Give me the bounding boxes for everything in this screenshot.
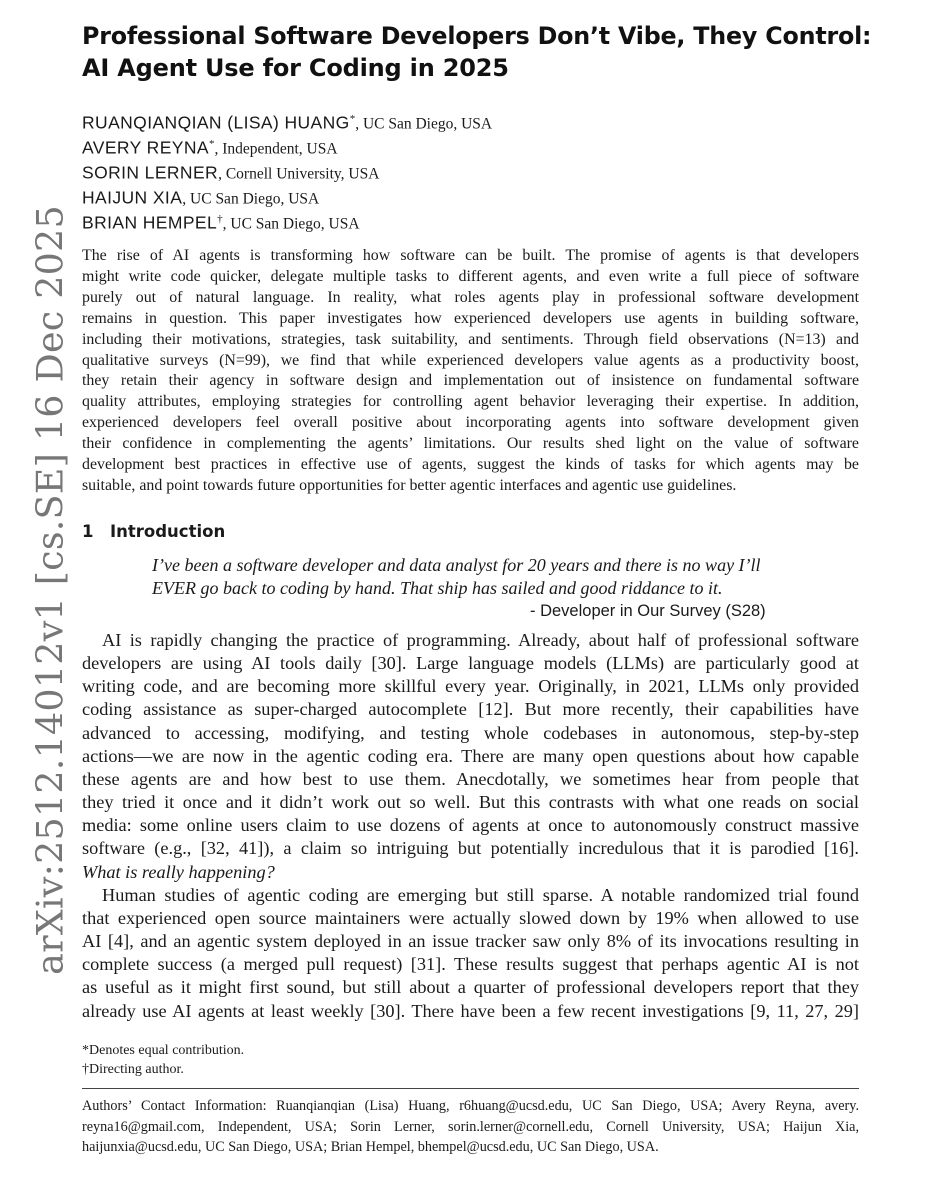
abstract-line: The rise of AI agents is transforming how software can be built. The promise of agents is that developers: [82, 247, 859, 264]
arxiv-sidebar-stamp: [20, 205, 80, 975]
body-line: they tried it once and it didn’t work out so well. But this contrasts with what one reads on social: [82, 792, 859, 813]
author-mark: †: [217, 213, 223, 225]
footnote-equal-contribution: *Denotes equal contribution.: [82, 1043, 245, 1058]
quote-line: EVER go back to coding by hand. That ship has sailed and good riddance to it.: [152, 578, 723, 598]
author-affiliation: , UC San Diego, USA: [355, 115, 493, 133]
author-affiliation: , UC San Diego, USA: [182, 190, 320, 208]
author-affiliation: , UC San Diego, USA: [222, 215, 360, 233]
footnote-directing-author: †Directing author.: [82, 1062, 184, 1077]
abstract-line: quality attributes, employing strategies for controlling agent behavior leveraging their expertise. In addition,: [82, 393, 859, 411]
author-name: SORIN LERNER: [82, 162, 219, 183]
body-line: AI [4], and an agentic system deployed in an issue tracker saw only 8% of its invocations resulting in: [82, 931, 859, 952]
abstract-line: experienced developers feel overall positive about incorporating agents into software development given: [82, 414, 859, 432]
author-entry: [82, 157, 492, 182]
body-line: actions—we are now in the agentic coding era. There are many open questions about how capable: [82, 745, 859, 766]
abstract-line: they retain their agency in software design and implementation out of insistence on fundamental software: [82, 372, 859, 390]
author-name: AVERY REYNA: [82, 137, 209, 158]
body-line: complete success (a merged pull request) [31]. These results suggest that perhaps agentic AI is not: [82, 954, 859, 975]
contact-line: haijunxia@ucsd.edu, UC San Diego, USA; Brian Hempel, bhempel@ucsd.edu, UC San Diego, USA.: [82, 1139, 659, 1155]
author-entry: [82, 107, 492, 132]
contact-line: Authors’ Contact Information: Ruanqianqian (Lisa) Huang, r6huang@ucsd.edu, UC San Diego, USA; Avery Reyna, avery.: [82, 1098, 859, 1114]
author-mark: *: [208, 138, 215, 150]
quote-line: I’ve been a software developer and data analyst for 20 years and there is no way I’ll: [152, 555, 761, 575]
author-name: BRIAN HEMPEL: [82, 212, 218, 233]
author-name: HAIJUN XIA: [82, 187, 183, 208]
author-affiliation: , Independent, USA: [214, 140, 338, 158]
body-line: advanced to accessing, modifying, and testing whole codebases in autonomous, step-by-step: [82, 722, 859, 743]
author-entry: [82, 207, 492, 232]
abstract-line: development best practices in effective use of agents, suggest the kinds of tasks for which agents may be: [82, 456, 859, 474]
body-line: that experienced open source maintainers were actually slowed down by 19% when allowed to use: [82, 907, 859, 928]
body-line: Human studies of agentic coding are emerging but still sparse. A notable randomized trial found: [102, 884, 859, 905]
author-list: [82, 107, 492, 232]
epigraph-quote: [152, 554, 761, 600]
section-number: 1: [82, 522, 94, 541]
abstract-line: remains in question. This paper investigates how experienced developers use agents in building software,: [82, 309, 859, 327]
body-line: these agents are and how best to use them. Anecdotally, we sometimes hear from people that: [82, 768, 859, 789]
abstract-line: their confidence in complementing the agents’ limitations. Our results shed light on the value of software: [82, 435, 859, 453]
contact-line: reyna16@gmail.com, Independent, USA; Sorin Lerner, sorin.lerner@cornell.edu, Cornell University, USA; Haijun Xia,: [82, 1118, 859, 1135]
body-line: writing code, and are becoming more skillful every year. Originally, in 2021, LLMs only provided: [82, 676, 859, 697]
body-line: What is really happening?: [82, 861, 275, 882]
author-entry: [82, 182, 492, 207]
title-line: AI Agent Use for Coding in 2025: [82, 54, 509, 82]
title-line: Professional Software Developers Don’t Vibe, They Control:: [82, 22, 872, 50]
body-line: already use AI agents at least weekly [30]. There have been a few recent investigations [9, 11, 27, 29]: [82, 1000, 859, 1021]
body-line: media: some online users claim to use dozens of agents at once to autonomously construct massive: [82, 815, 859, 836]
author-entry: [82, 132, 492, 157]
body-line: as useful as it might first sound, but still about a quarter of professional developers report that they: [82, 977, 859, 998]
author-affiliation: , Cornell University, USA: [218, 165, 380, 183]
arxiv-identifier: arXiv:2512.14012v1 [cs.SE] 16 Dec 2025: [28, 205, 72, 975]
body-line: AI is rapidly changing the practice of programming. Already, about half of professional software: [102, 630, 859, 650]
abstract: [82, 246, 859, 497]
abstract-line: including their motivations, strategies, task suitability, and sentiments. Through field observations (N=13) and: [82, 330, 859, 348]
section-title: Introduction: [110, 522, 226, 541]
contact-information: [82, 1096, 859, 1158]
body-line: software (e.g., [32, 41]), a claim so intriguing but potentially incredulous that it is parodied [16].: [82, 838, 859, 859]
introduction-body: [82, 629, 859, 1023]
quote-attribution: - Developer in Our Survey (S28): [530, 602, 766, 620]
body-line: developers are using AI tools daily [30]. Large language models (LLMs) are particularly good at: [82, 653, 859, 674]
section-heading: [82, 522, 225, 541]
author-mark: *: [349, 113, 356, 125]
paper-title: [82, 20, 872, 84]
body-line: coding assistance as super-charged autocomplete [12]. But more recently, their capabilities have: [82, 699, 859, 720]
abstract-line: suitable, and point towards future opportunities for better agentic interfaces and agentic use guidelines.: [82, 476, 737, 494]
abstract-line: purely out of natural language. In reality, what roles agents play in professional software development: [82, 288, 859, 306]
abstract-line: qualitative surveys (N=99), we find that while experienced developers value agents as a productivity boost,: [82, 351, 859, 369]
author-name: RUANQIANQIAN (LISA) HUANG: [82, 112, 350, 133]
abstract-line: might write code quicker, delegate multiple tasks to different agents, and even write a full piece of software: [82, 267, 859, 285]
contact-divider: [82, 1088, 859, 1089]
